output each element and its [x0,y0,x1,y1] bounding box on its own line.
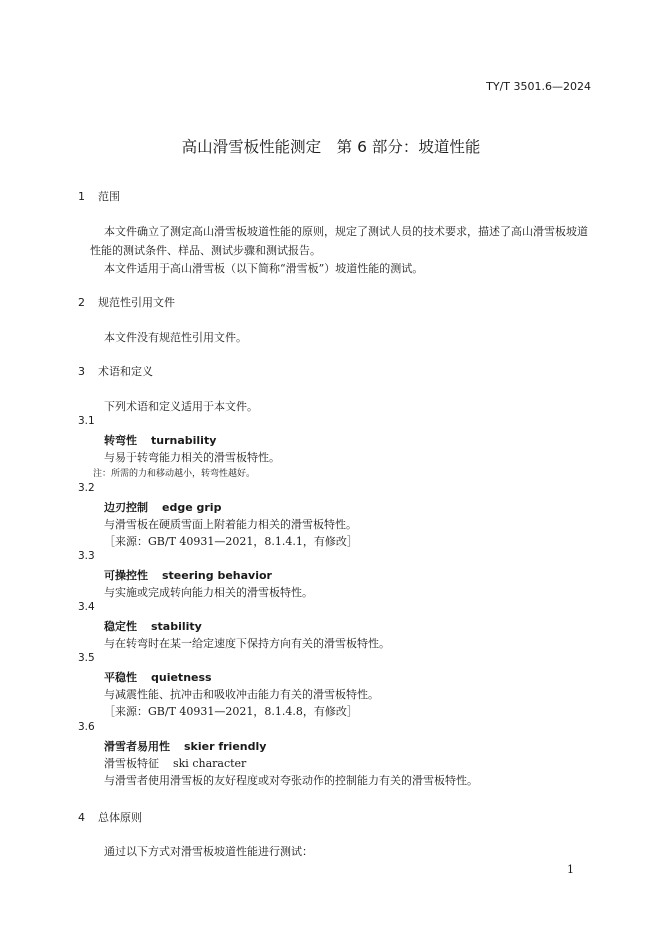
term-number: 3.3 [78,550,95,562]
section-2-paragraph: 本文件没有规范性引用文件。 [104,331,247,344]
standard-number: TY/T 3501.6—2024 [486,80,591,93]
term-en: steering behavior [162,569,272,582]
section-title: 术语和定义 [98,365,153,378]
section-number: 1 [78,190,85,203]
term-number: 3.1 [78,415,95,427]
section-1-paragraph-1: 本文件确立了测定高山滑雪板坡道性能的原则，规定了测试人员的技术要求，描述了高山滑雪板坡道性能的测试条件、样品、测试步骤和测试报告。 [90,225,588,257]
term-en: turnability [151,434,217,447]
term-heading [104,669,212,685]
term-source: ［来源：GB/T 40931—2021，8.1.4.1，有修改］ [104,535,358,548]
term-zh: 滑雪者易用性 [104,740,170,753]
document-title: 高山滑雪板性能测定 第 6 部分：坡道性能 [181,138,481,156]
term-definition: 与减震性能、抗冲击和吸收冲击能力有关的滑雪板特性。 [104,688,379,701]
term-alternative [104,755,246,771]
alt-term-en: ski character [173,757,247,770]
term-definition: 与在转弯时在某一给定速度下保持方向有关的滑雪板特性。 [104,637,390,650]
term-zh: 平稳性 [104,671,137,684]
term-zh: 可操控性 [104,569,148,582]
section-4-paragraph: 通过以下方式对滑雪板坡道性能进行测试： [104,845,313,858]
term-heading [104,499,221,515]
term-number: 3.2 [78,482,95,494]
section-number: 3 [78,365,85,378]
section-3-intro: 下列术语和定义适用于本文件。 [104,400,258,413]
term-zh: 稳定性 [104,620,137,633]
term-heading [104,567,272,583]
term-definition: 与易于转弯能力相关的滑雪板特性。 [104,451,280,464]
section-number: 4 [78,811,85,824]
term-definition: 与实施或完成转向能力相关的滑雪板特性。 [104,586,313,599]
term-definition: 与滑雪板在硬质雪面上附着能力相关的滑雪板特性。 [104,518,357,531]
term-en: quietness [151,671,212,684]
term-zh: 转弯性 [104,434,137,447]
term-source: ［来源：GB/T 40931—2021，8.1.4.8，有修改］ [104,705,358,718]
term-heading [104,432,216,448]
section-title: 范围 [98,190,120,203]
section-title: 总体原则 [98,811,142,824]
section-3-heading [78,363,153,379]
term-note: 注：所需的力和移动越小，转弯性越好。 [93,469,256,479]
term-number: 3.4 [78,601,95,613]
section-number: 2 [78,296,85,309]
term-number: 3.6 [78,721,95,733]
term-en: edge grip [162,501,222,514]
page-number: 1 [567,863,574,876]
alt-term-zh: 滑雪板特征 [104,757,159,770]
section-2-heading [78,294,175,310]
section-title: 规范性引用文件 [98,296,175,309]
section-1-paragraph-2: 本文件适用于高山滑雪板（以下简称“滑雪板”）坡道性能的测试。 [104,262,424,275]
term-heading [104,618,202,634]
section-1-heading [78,188,120,204]
term-number: 3.5 [78,652,95,664]
section-4-heading [78,809,142,825]
term-heading [104,738,266,754]
term-definition: 与滑雪者使用滑雪板的友好程度或对夸张动作的控制能力有关的滑雪板特性。 [104,774,478,787]
term-zh: 边刃控制 [104,501,148,514]
term-en: skier friendly [184,740,267,753]
term-en: stability [151,620,202,633]
